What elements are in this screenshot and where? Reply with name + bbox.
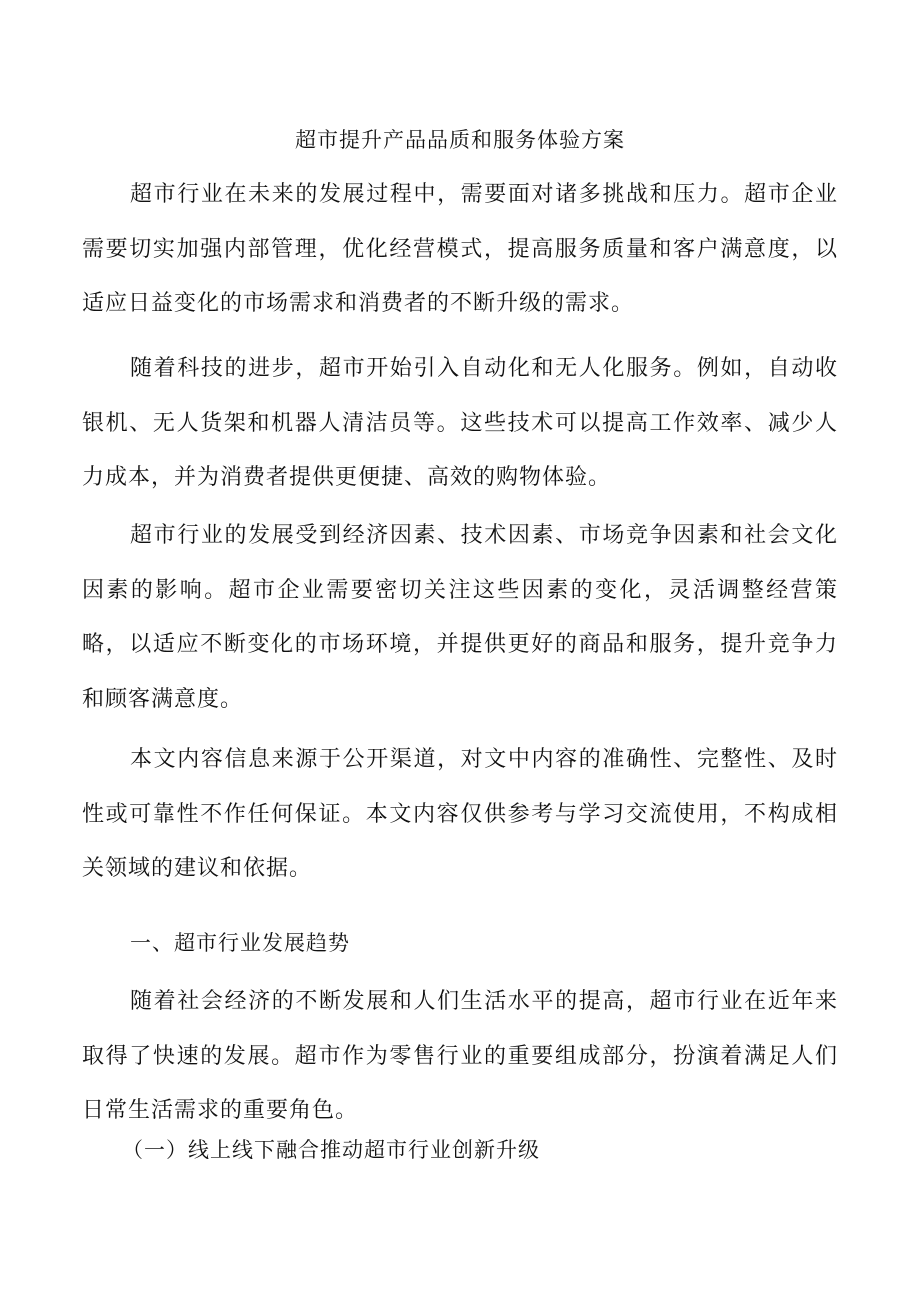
subsection-heading: （一）线上线下融合推动超市行业创新升级 xyxy=(122,1138,540,1162)
paragraph-2: 随着科技的进步，超市开始引入自动化和无人化服务。例如，自动收银机、无人货架和机器人清洁员等。这些技术可以提高工作效率、减少人力成本，并为消费者提供更便捷、高效的购物体验。 xyxy=(82,356,838,490)
paragraph-4: 本文内容信息来源于公开渠道，对文中内容的准确性、完整性、及时性或可靠性不作任何保证。本文内容仅供参考与学习交流使用，不构成相关领域的建议和依据。 xyxy=(82,747,838,881)
section-paragraph: 随着社会经济的不断发展和人们生活水平的提高，超市行业在近年来取得了快速的发展。超市作为零售行业的重要组成部分，扮演着满足人们日常生活需求的重要角色。 xyxy=(82,989,838,1123)
section-heading: 一、超市行业发展趋势 xyxy=(130,931,350,955)
document-title: 超市提升产品品质和服务体验方案 xyxy=(295,128,625,152)
paragraph-1: 超市行业在未来的发展过程中，需要面对诸多挑战和压力。超市企业需要切实加强内部管理，优化经营模式，提高服务质量和客户满意度，以适应日益变化的市场需求和消费者的不断升级的需求。 xyxy=(82,182,838,316)
paragraph-3: 超市行业的发展受到经济因素、技术因素、市场竞争因素和社会文化因素的影响。超市企业需要密切关注这些因素的变化，灵活调整经营策略，以适应不断变化的市场环境，并提供更好的商品和服务，提升竞争力和顾客满意度。 xyxy=(82,523,838,712)
